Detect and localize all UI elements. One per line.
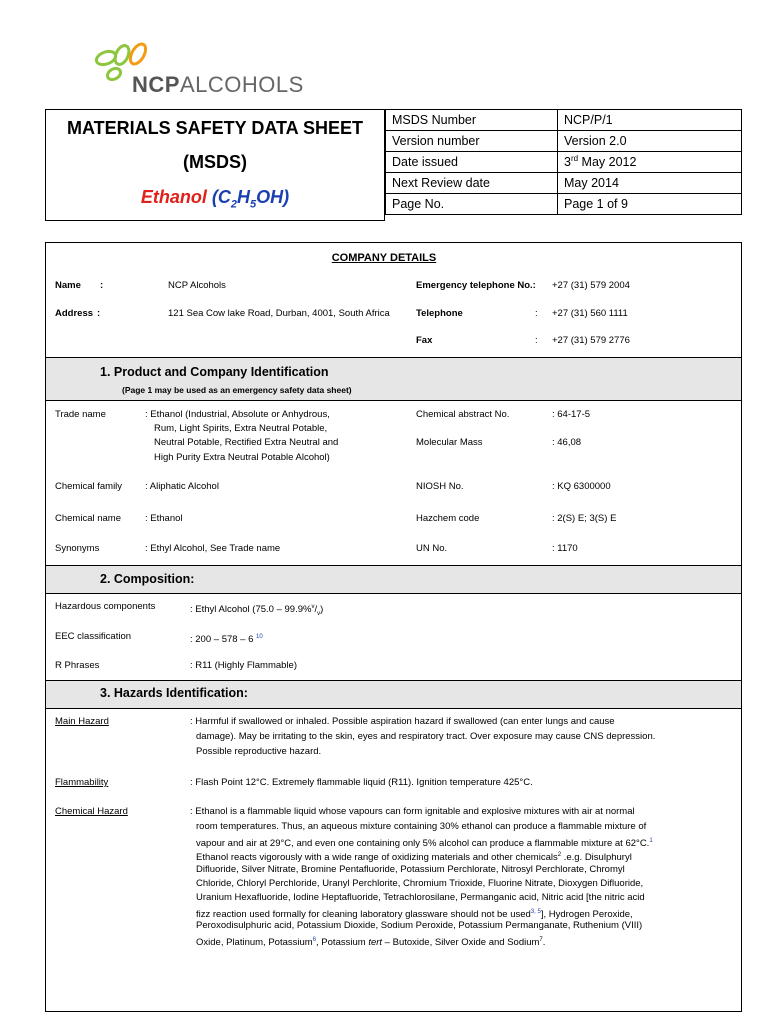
hazchem-value: : 2(S) E; 3(S) E (552, 513, 617, 524)
chemical-formula (211, 187, 290, 211)
line-text: vapour and air at 29°C, and even one containing only 5% alcohol can produce a flammable mixture at 62°C. (196, 838, 650, 850)
chemical-hazard-label: Chemical Hazard (55, 806, 128, 817)
fax-label: Fax (416, 335, 433, 346)
meta-row (386, 110, 742, 131)
section-1-subtitle: (Page 1 may be used as an emergency safety data sheet) (122, 385, 352, 395)
haz-value-text: : Ethyl Alcohol (75.0 – 99.9% (190, 604, 312, 616)
meta-key: Date issued (386, 152, 558, 173)
trade-name-line: High Purity Extra Neutral Potable Alcohol) (154, 452, 330, 463)
r-phrases-value: : R11 (Highly Flammable) (190, 660, 297, 671)
haz-sup: v (311, 604, 315, 610)
synonyms-value: : Ethyl Alcohol, See Trade name (145, 543, 281, 554)
document-meta-table (385, 109, 742, 215)
name-colon: : (100, 280, 104, 291)
haz-slash: / (314, 604, 318, 616)
document-title-box (45, 109, 385, 221)
flammability-label: Flammability (55, 777, 109, 788)
molecular-mass-value: : 46,08 (552, 437, 582, 448)
meta-key: Next Review date (386, 173, 558, 194)
chemical-hazard-line: Peroxodisulphuric acid, Potassium Dioxide, Sodium Peroxide, Potassium Permanganate, Ruthenium (VIII) (196, 920, 643, 931)
haz-sub: v (317, 611, 321, 618)
company-details-heading: COMPANY DETAILS (331, 252, 437, 264)
meta-key: MSDS Number (386, 110, 558, 131)
trade-name-line: Neutral Potable, Rectified Extra Neutral and (154, 437, 339, 448)
date-day: 3 (564, 155, 571, 170)
hazardous-components-value (190, 600, 323, 621)
name-label: Name (55, 280, 81, 291)
synonyms-label: Synonyms (55, 543, 100, 554)
meta-row (386, 152, 742, 173)
section-2-title: 2. Composition: (100, 572, 195, 586)
trade-name-line: : Ethanol (Industrial, Absolute or Anhydrous, (145, 409, 330, 420)
meta-row (386, 131, 742, 152)
meta-key: Version number (386, 131, 558, 152)
line-text: .e.g. Disulphuryl (561, 852, 632, 864)
eec-value-text: : 200 – 578 – 6 (190, 634, 254, 646)
meta-value: May 2014 (558, 173, 742, 194)
line-text: , Potassium (316, 937, 369, 949)
footnote-ref: 2 (557, 852, 562, 858)
footnote-ref: 3, 5 (530, 909, 541, 915)
footnote-ref: 6 (312, 937, 317, 943)
line-text: . (542, 937, 546, 949)
haz-close: ) (320, 604, 324, 616)
chemical-hazard-line: Uranium Hexafluoride, Iodine Heptafluoride, Tetrachlorosilane, Permanganic acid, Nitric acid [the nitric acid (196, 892, 645, 903)
chemical-name-value: : Ethanol (145, 513, 183, 524)
date-suffix: rd (570, 154, 579, 164)
logo-text-rest: ALCOHOLS (179, 72, 304, 97)
meta-key: Page No. (386, 194, 558, 215)
logo-wordmark (132, 72, 304, 98)
cas-label: Chemical abstract No. (416, 409, 510, 420)
eec-classification-value (190, 630, 263, 647)
product-title (46, 187, 384, 211)
formula-part: OH) (256, 187, 290, 207)
title-line-1: MATERIALS SAFETY DATA SHEET (66, 118, 363, 138)
hazchem-label: Hazchem code (416, 513, 480, 524)
main-hazard-line: : Harmful if swallowed or inhaled. Possible aspiration hazard if swallowed (can enter lungs and cause (190, 716, 615, 727)
main-hazard-line: Possible reproductive hazard. (196, 746, 322, 757)
telephone-label: Telephone (416, 308, 463, 319)
niosh-label: NIOSH No. (416, 481, 464, 492)
chemical-hazard-line: : Ethanol is a flammable liquid whose vapours can form ignitable and explosive mixtures with air at normal (190, 806, 635, 817)
telephone-value: +27 (31) 560 1111 (552, 308, 628, 319)
address-colon: : (97, 308, 101, 319)
line-text: Ethanol reacts vigorously with a wide range of oxidizing materials and other chemicals (196, 852, 558, 864)
emergency-value: +27 (31) 579 2004 (552, 280, 630, 291)
footnote-ref: 1 (649, 838, 653, 844)
section-1-title: 1. Product and Company Identification (100, 365, 329, 379)
date-rest: May 2012 (578, 155, 637, 170)
meta-value: NCP/P/1 (558, 110, 742, 131)
cas-value: : 64-17-5 (552, 409, 591, 420)
niosh-value: : KQ 6300000 (552, 481, 611, 492)
r-phrases-label: R Phrases (55, 660, 100, 671)
formula-part: (C (211, 187, 231, 207)
title-line-2: (MSDS) (183, 152, 247, 172)
footnote-ref: 7 (539, 937, 543, 943)
chemical-family-value: : Aliphatic Alcohol (145, 481, 219, 492)
hazardous-components-label: Hazardous components (55, 601, 156, 612)
meta-value: Page 1 of 9 (558, 194, 742, 215)
main-hazard-label: Main Hazard (55, 716, 109, 727)
chemical-hazard-line (196, 933, 545, 950)
section-3-title: 3. Hazards Identification: (100, 686, 248, 700)
address-value: 121 Sea Cow lake Road, Durban, 4001, South Africa (168, 308, 390, 319)
line-text: ], Hydrogen Peroxide, (540, 909, 633, 921)
formula-sub: 2 (230, 198, 237, 211)
un-number-label: UN No. (416, 543, 448, 554)
chemical-hazard-line: Chloride, Chloryl Perchloride, Uranyl Perchlorite, Chromium Trioxide, Fluorine Nitrate, Dioxygen Difluoride, (196, 878, 644, 889)
fax-value: +27 (31) 579 2776 (552, 335, 630, 346)
line-text: Oxide, Platinum, Potassium (196, 937, 313, 949)
logo-text-bold: NCP (132, 72, 180, 97)
chemical-hazard-line: Difluoride, Silver Nitrate, Bromine Pentafluoride, Potassium Perchlorate, Nitrosyl Perchlorate, Chromyl (196, 864, 625, 875)
meta-row (386, 173, 742, 194)
address-label: Address (55, 308, 94, 319)
chemical-hazard-line: room temperatures. Thus, an aqueous mixture containing 30% ethanol can produce a flammable mixture of (196, 821, 647, 832)
company-logo (92, 42, 302, 102)
chemical-family-label: Chemical family (55, 481, 123, 492)
formula-sub: 5 (250, 198, 257, 211)
line-text: fizz reaction used formally for cleaning laboratory glassware should not be used (196, 909, 531, 921)
product-name: Ethanol (140, 187, 207, 207)
formula-part: H (237, 187, 250, 207)
meta-value (558, 152, 742, 173)
chemical-name-label: Chemical name (55, 513, 121, 524)
main-hazard-line: damage). May be irritating to the skin, eyes and respiratory tract. Over exposure may cause CNS depression. (196, 731, 656, 742)
un-number-value: : 1170 (552, 543, 578, 554)
line-text: – Butoxide, Silver Oxide and Sodium (382, 937, 540, 949)
eec-classification-label: EEC classification (55, 631, 132, 642)
line-text-italic: tert (368, 937, 383, 949)
name-value: NCP Alcohols (168, 280, 226, 291)
fax-colon: : (535, 335, 538, 346)
trade-name-label: Trade name (55, 409, 106, 420)
meta-row (386, 194, 742, 215)
telephone-colon: : (535, 308, 538, 319)
trade-name-line: Rum, Light Spirits, Extra Neutral Potable, (154, 423, 328, 434)
flammability-value: : Flash Point 12°C. Extremely flammable liquid (R11). Ignition temperature 425°C. (190, 777, 533, 788)
eec-footnote: 10 (256, 634, 263, 640)
molecular-mass-label: Molecular Mass (416, 437, 483, 448)
meta-value: Version 2.0 (558, 131, 742, 152)
emergency-label: Emergency telephone No.: (416, 280, 536, 291)
